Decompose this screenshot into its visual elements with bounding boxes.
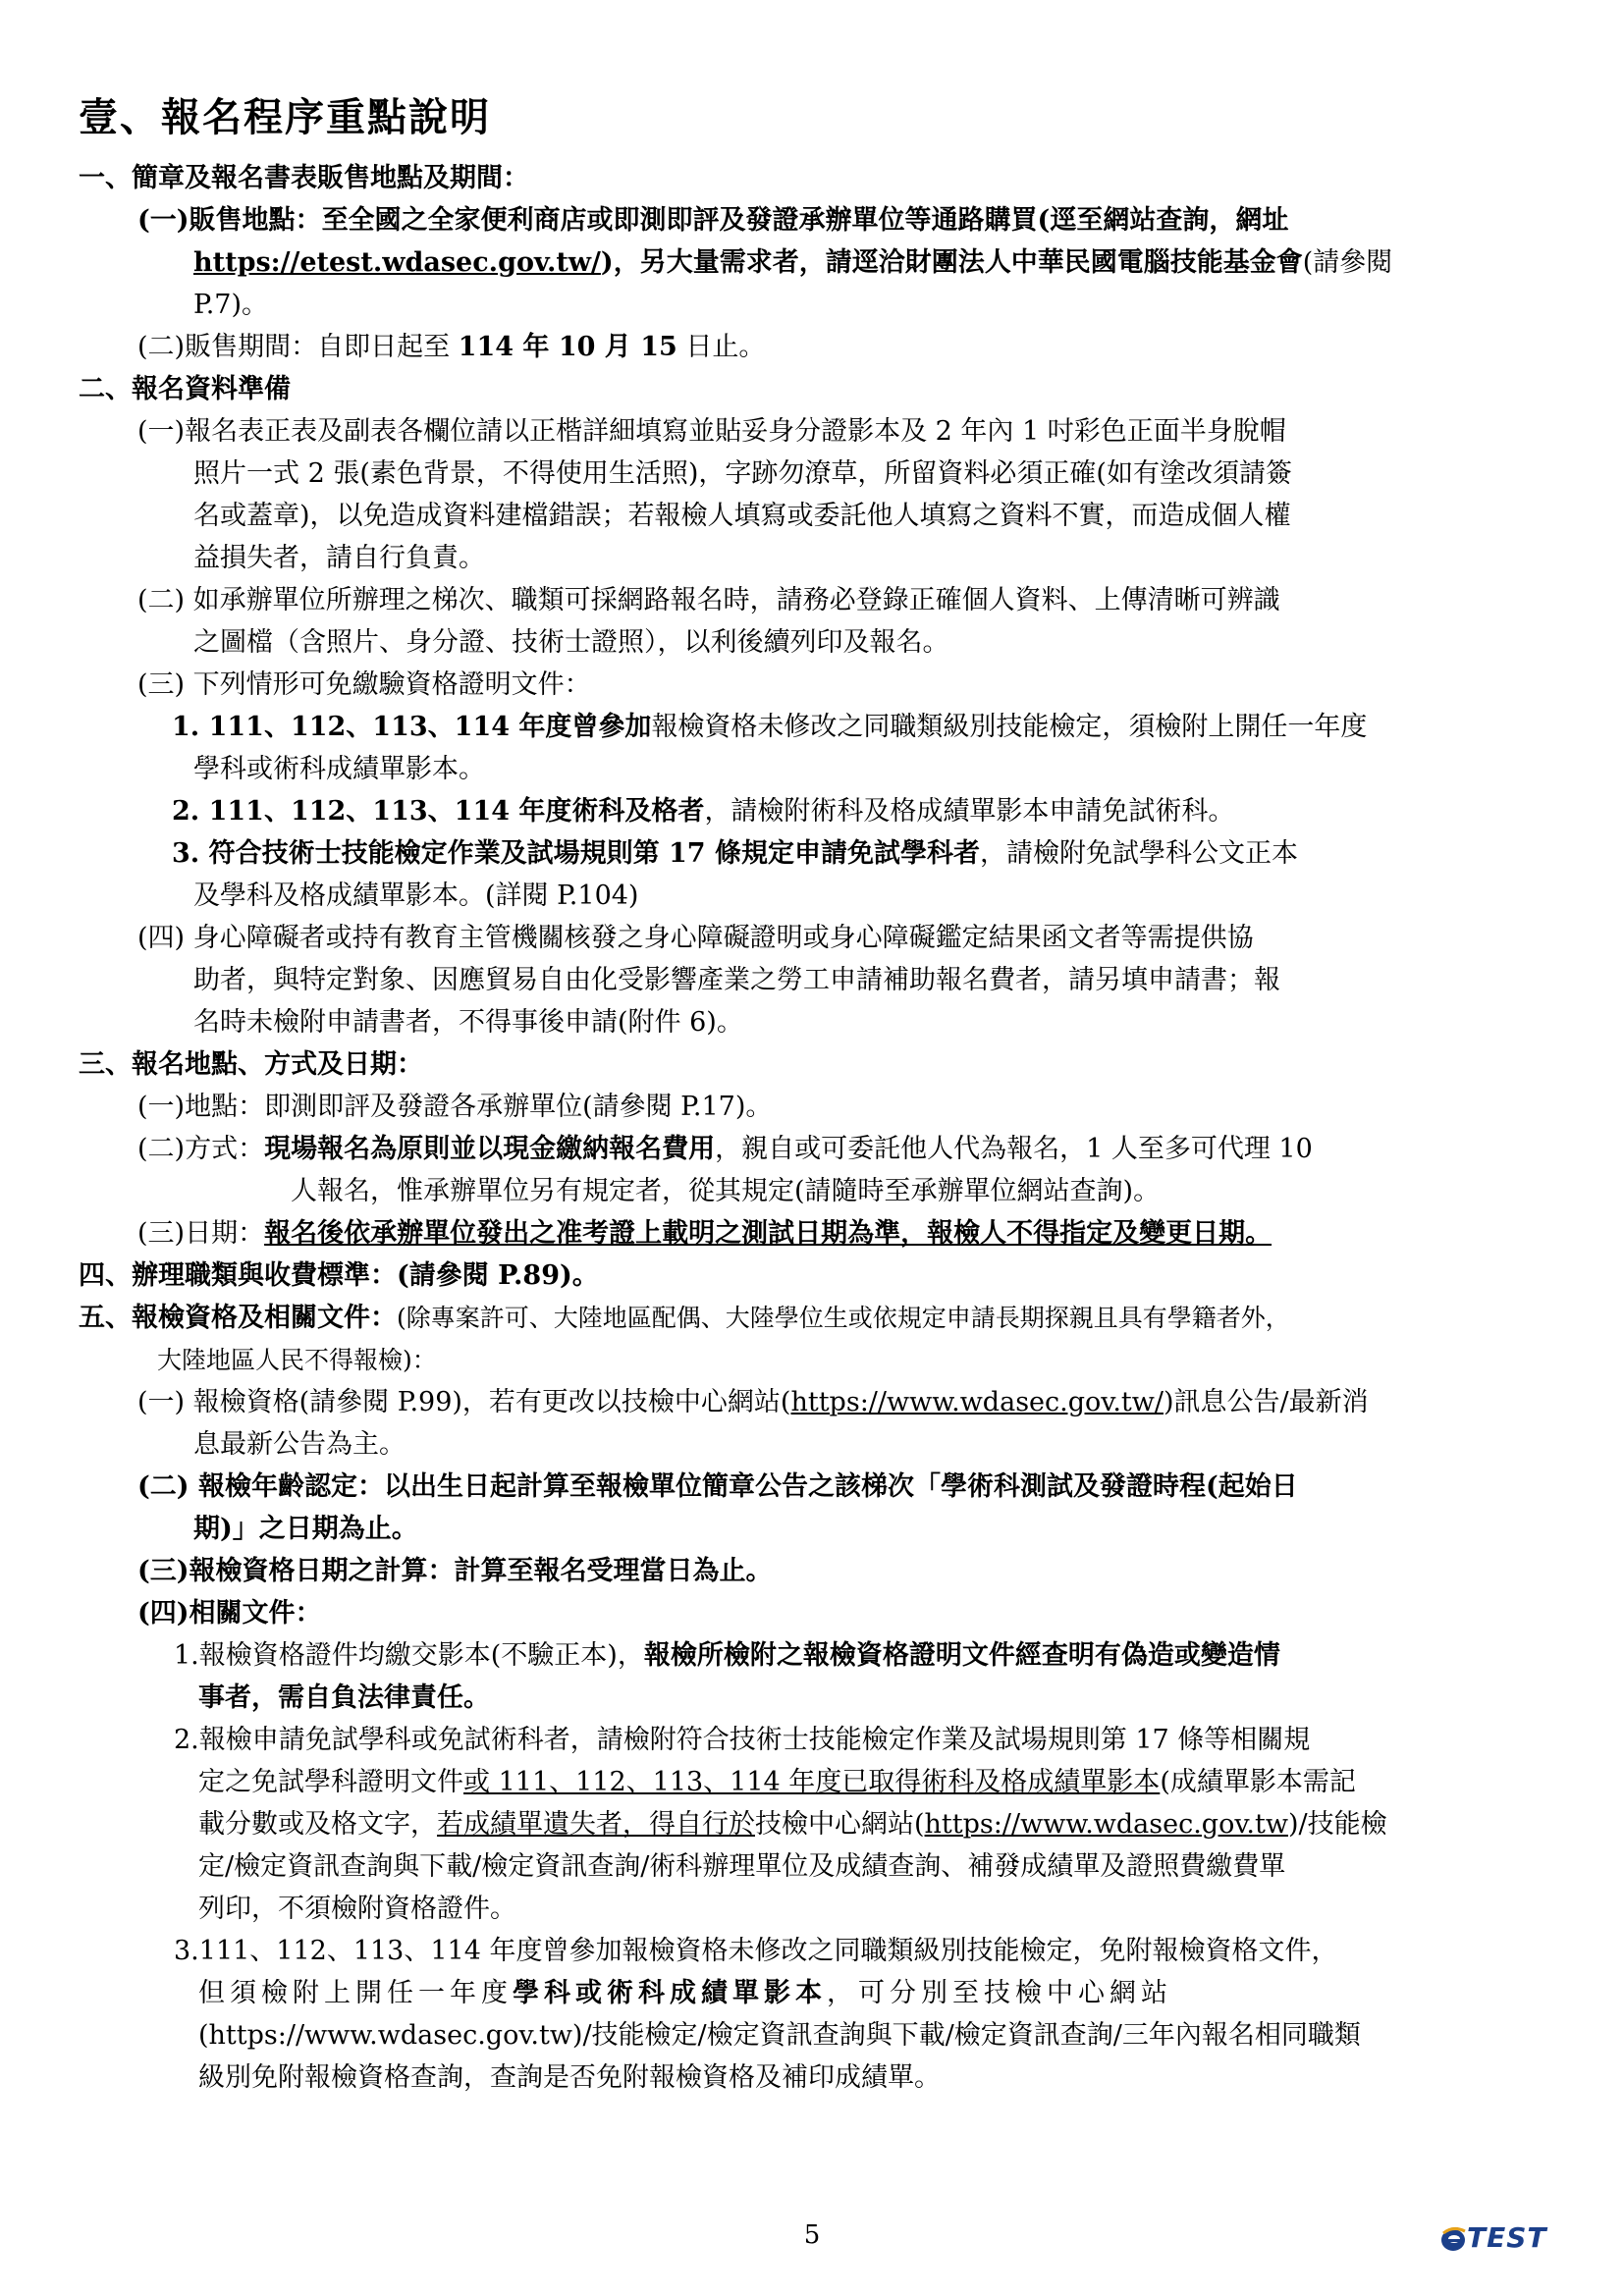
- item-label: (二)方式：: [137, 1134, 265, 1164]
- etest-logo: [1439, 2223, 1553, 2257]
- section-2-item-4-line-2: 助者，與特定對象、因應貿易自由化受影響產業之勞工申請補助報名費者，請另填申請書；報: [193, 965, 1280, 995]
- section-2-sub-3-line-2: 及學科及格成績單影本。(詳閱 P.104): [193, 881, 639, 911]
- section-2-sub-1-line-1: [79, 706, 1551, 748]
- sub-text: 技檢中心網站(: [755, 1809, 925, 1840]
- item-label: (三)日期：: [137, 1218, 265, 1249]
- section-5-sub-2-line-3: [79, 1803, 1551, 1845]
- sub-bold: 1. 111、112、113、114 年度曾參加: [172, 712, 652, 742]
- section-2-item-3: (三) 下列情形可免繳驗資格證明文件：: [137, 669, 591, 700]
- section-2-item-2-line-2: 之圖檔（含照片、身分證、技術士證照），以利後續列印及報名。: [193, 627, 949, 658]
- section-1-item-a-line-3: P.7)。: [193, 290, 268, 320]
- section-5-item-b-line-1: (二) 報檢年齡認定：以出生日起計算至報檢單位簡章公告之該梯次「學術科測試及發證時程(起始日: [137, 1471, 1298, 1502]
- item-label: (一)販售地點：: [137, 205, 322, 236]
- document-body: [79, 157, 1551, 2099]
- sub-bold: 3. 符合技術士技能檢定作業及試場規則第 17 條規定申請免試學科者: [172, 838, 980, 869]
- section-5-sub-3-line-2: [79, 1972, 1551, 2014]
- sub-text: 1.報檢資格證件均繳交影本(不驗正本)，: [174, 1640, 644, 1671]
- sub-text: (成績單影本需記: [1160, 1767, 1356, 1797]
- item-text: 日止。: [685, 332, 766, 362]
- section-2-sub-1-line-2: 學科或術科成績單影本。: [193, 754, 485, 784]
- section-5-item-c: (三)報檢資格日期之計算：計算至報名受理當日為止。: [137, 1556, 773, 1586]
- section-2-item-2-line-1: (二) 如承辦單位所辦理之梯次、職類可採網路報名時，請務必登錄正確個人資料、上傳清晰可辨識: [137, 585, 1280, 615]
- logo-text: TEST: [1467, 2221, 1547, 2254]
- section-3-item-a: (一)地點：即測即評及發證各承辦單位(請參閱 P.17)。: [137, 1092, 773, 1122]
- sub-text: )/技能檢: [1287, 1809, 1387, 1840]
- section-2-heading: 二、報名資料準備: [79, 374, 291, 404]
- heading-note: (除專案許可、大陸地區配偶、大陸學位生或依規定申請長期探親且具有學籍者外，: [397, 1304, 1290, 1332]
- sub-text: ，請檢附免試學科公文正本: [979, 838, 1298, 869]
- sub-bold: 2. 111、112、113、114 年度術科及格者: [172, 796, 705, 827]
- item-bold-underlined: 報名後依承辦單位發出之准考證上載明之測試日期為準，報檢人不得指定及變更日期。: [264, 1218, 1272, 1249]
- item-text: ，親自或可委託他人代為報名，1 人至多可代理 10: [715, 1134, 1313, 1164]
- sub-text: 定之免試學科證明文件: [198, 1767, 463, 1797]
- sub-underlined: 若成績單遺失者，得自行於: [437, 1809, 755, 1840]
- sub-bold: 學科或術科成績單影本: [513, 1978, 827, 2008]
- page-title: 壹、報名程序重點說明: [79, 94, 491, 140]
- section-2-item-4-line-1: (四) 身心障礙者或持有教育主管機關核發之身心障礙證明或身心障礙鑑定結果函文者等需提供協: [137, 923, 1254, 953]
- section-5-sub-2-line-5: 列印，不須檢附資格證件。: [198, 1894, 516, 1924]
- item-label: (二)販售期間：: [137, 332, 318, 362]
- item-text: )，另大量需求者，請逕洽財團法人中華民國電腦技能基金會: [600, 247, 1303, 278]
- section-2-item-1-line-4: 益損失者，請自行負責。: [193, 543, 485, 573]
- item-text: (請參閱: [1302, 247, 1393, 278]
- sub-text: 報檢資格未修改之同職類級別技能檢定，須檢附上開任一年度: [651, 712, 1368, 742]
- section-2-item-1-line-2: 照片一式 2 張(素色背景，不得使用生活照)，字跡勿潦草，所留資料必須正確(如有塗改須請簽: [193, 458, 1292, 489]
- section-3-item-c: [79, 1212, 1551, 1255]
- section-5-sub-2-line-4: 定/檢定資訊查詢與下載/檢定資訊查詢/術科辦理單位及成績查詢、補發成績單及證照費繳費單: [198, 1851, 1286, 1882]
- section-5-heading: [79, 1297, 1551, 1339]
- sub-underlined: 或 111、112、113、114 年度已取得術科及格成績單影本: [463, 1767, 1161, 1797]
- section-5-sub-3-line-3: (https://www.wdasec.gov.tw)/技能檢定/檢定資訊查詢與下載/檢定資訊查詢/三年內報名相同職類: [198, 2020, 1361, 2051]
- section-5-sub-1-line-2: 事者，需自負法律責任。: [198, 1682, 490, 1713]
- section-5-sub-2-line-1: 2.報檢申請免試學科或免試術科者，請檢附符合技術士技能檢定作業及試場規則第 17 條等相關規: [174, 1725, 1311, 1755]
- date-bold: 114 年 10 月 15: [458, 332, 677, 362]
- sub-text: ，可分別至技檢中心網站: [827, 1978, 1172, 2008]
- section-1-item-b: [79, 326, 1551, 368]
- section-2-item-4-line-3: 名時未檢附申請書者，不得事後申請(附件 6)。: [193, 1007, 743, 1038]
- section-2-sub-3-line-1: [79, 832, 1551, 875]
- section-3-heading: 三、報名地點、方式及日期：: [79, 1049, 423, 1080]
- section-5-item-a-line-1: [79, 1381, 1551, 1423]
- section-5-heading-note-2: 大陸地區人民不得報檢)：: [157, 1346, 437, 1374]
- page-number: 5: [803, 2220, 821, 2250]
- url-link[interactable]: https://www.wdasec.gov.tw/: [790, 1387, 1164, 1417]
- section-5-sub-3-line-1: 3.111、112、113、114 年度曾參加報檢資格未修改之同職類級別技能檢定，免附報檢資格文件，: [174, 1936, 1338, 1966]
- section-5-item-b-line-2: 期)」之日期為止。: [193, 1514, 418, 1544]
- section-1-item-a-line-2: [79, 241, 1551, 284]
- item-text: 自即日起至: [317, 332, 451, 362]
- section-1-heading: 一、簡章及報名書表販售地點及期間：: [79, 163, 529, 193]
- item-text: (一) 報檢資格(請參閱 P.99)，若有更改以技檢中心網站(: [137, 1387, 791, 1417]
- section-2-item-1-line-1: (一)報名表正表及副表各欄位請以正楷詳細填寫並貼妥身分證影本及 2 年內 1 吋彩色正面半身脫帽: [137, 416, 1286, 447]
- sub-text: 但須檢附上開任一年度: [198, 1978, 513, 2008]
- item-text: )訊息公告/最新消: [1163, 1387, 1369, 1417]
- section-5-sub-1-line-1: [79, 1634, 1551, 1677]
- sub-bold: 報檢所檢附之報檢資格證明文件經查明有偽造或變造情: [643, 1640, 1280, 1671]
- item-bold: 現場報名為原則並以現金繳納報名費用: [264, 1134, 716, 1164]
- url-link[interactable]: https://etest.wdasec.gov.tw/: [193, 247, 601, 278]
- sub-text: 載分數或及格文字，: [198, 1809, 437, 1840]
- item-text: 至全國之全家便利商店或即測即評及發證承辦單位等通路購買(逕至網站查詢，網址: [321, 205, 1289, 236]
- heading-bold: 五、報檢資格及相關文件：: [79, 1303, 397, 1333]
- section-2-sub-2: [79, 790, 1551, 832]
- section-3-item-b-line-1: [79, 1128, 1551, 1170]
- url-link[interactable]: https://www.wdasec.gov.tw: [924, 1809, 1288, 1840]
- section-1-item-a-line-1: [79, 199, 1551, 241]
- section-3-item-b-line-2: 人報名，惟承辦單位另有規定者，從其規定(請隨時至承辦單位網站查詢)。: [291, 1176, 1161, 1206]
- section-5-item-a-line-2: 息最新公告為主。: [193, 1429, 406, 1460]
- sub-text: ，請檢附術科及格成績單影本申請免試術科。: [704, 796, 1235, 827]
- etest-logo-icon: [1439, 2225, 1467, 2253]
- section-2-item-1-line-3: 名或蓋章)，以免造成資料建檔錯誤；若報檢人填寫或委託他人填寫之資料不實，而造成個人權: [193, 501, 1291, 531]
- section-4-heading: 四、辦理職類與收費標準：(請參閱 P.89)。: [79, 1260, 599, 1291]
- section-5-sub-3-line-4: 級別免附報檢資格查詢，查詢是否免附報檢資格及補印成績單。: [198, 2062, 941, 2093]
- section-5-item-d: (四)相關文件：: [137, 1598, 322, 1629]
- section-5-sub-2-line-2: [79, 1761, 1551, 1803]
